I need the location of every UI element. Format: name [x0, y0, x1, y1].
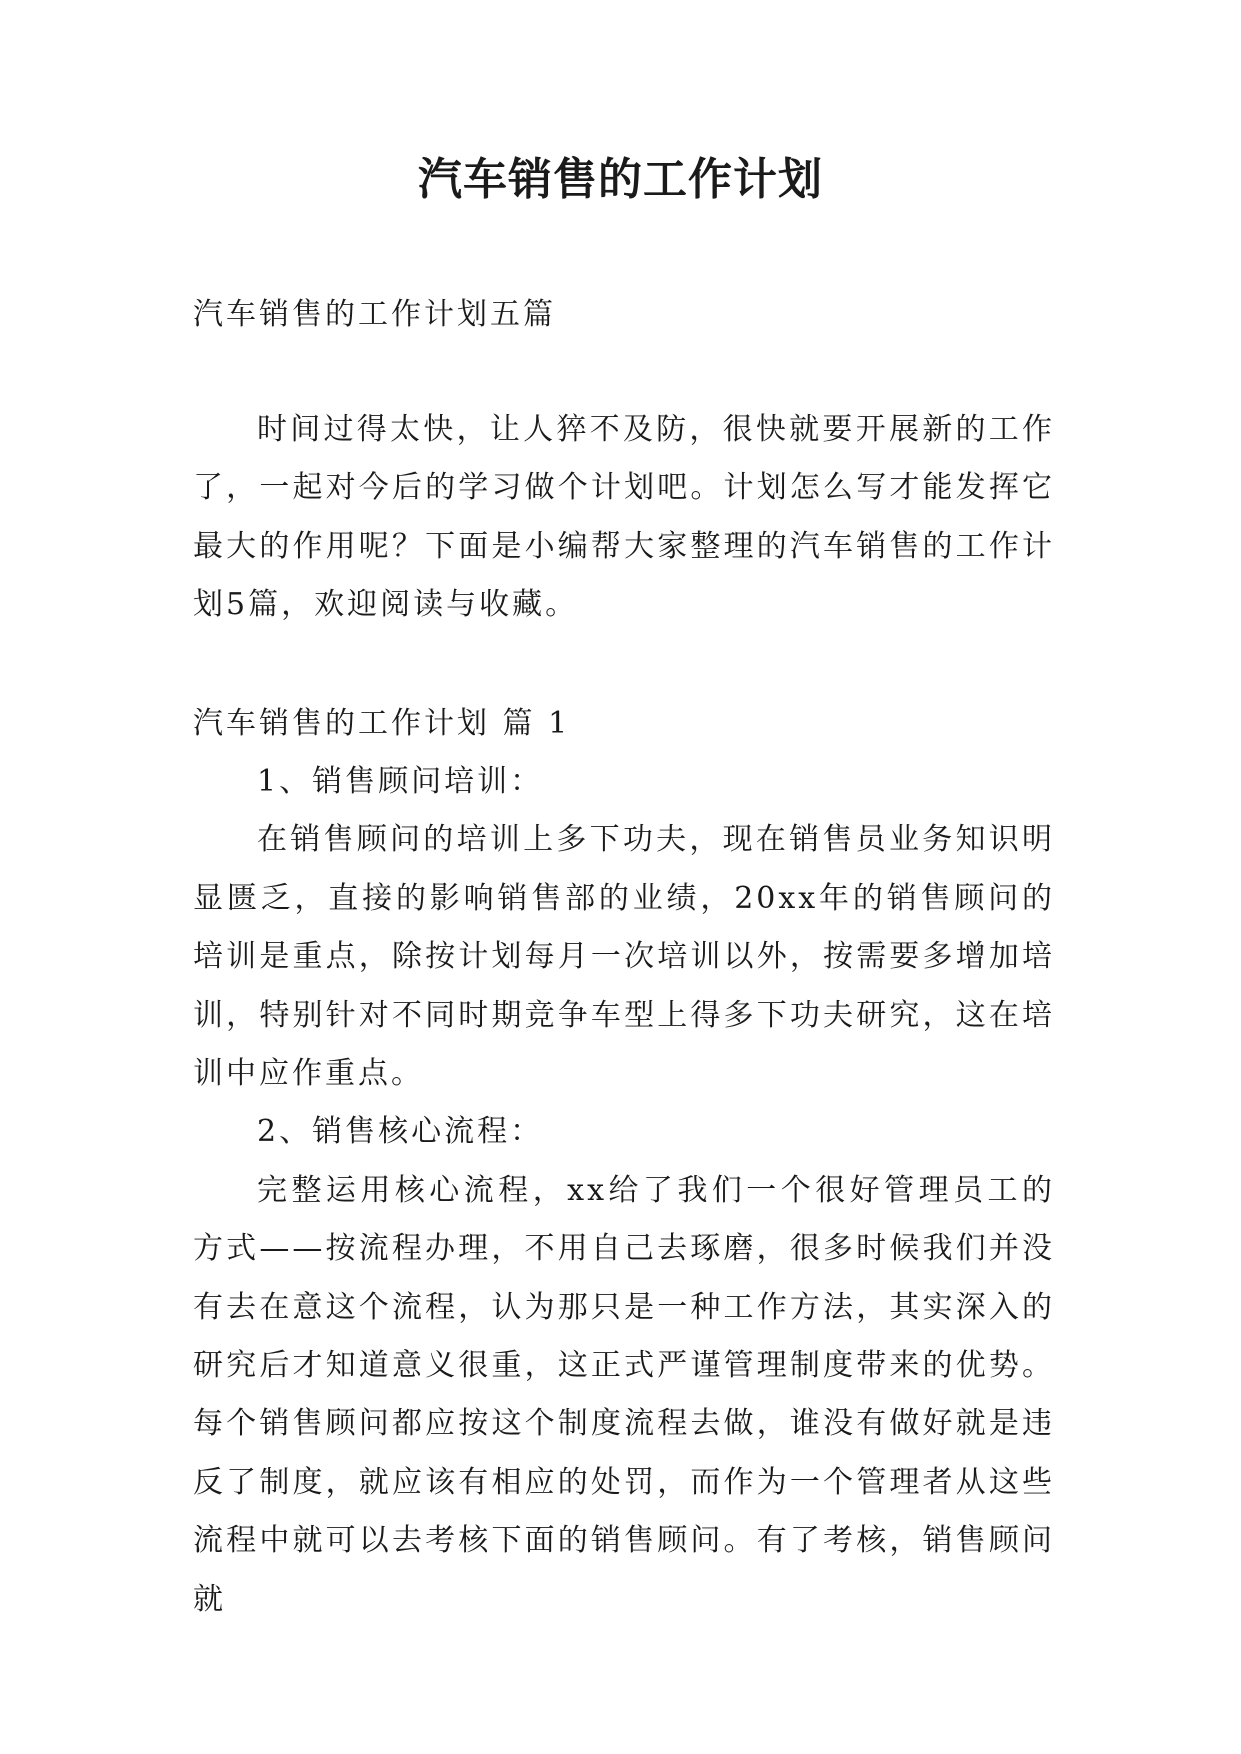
item-2-heading: 2、销售核心流程： — [257, 1114, 544, 1150]
section-1-heading: 汽车销售的工作计划 篇 1 — [193, 706, 571, 741]
item-1-paragraph: 在销售顾问的培训上多下功夫，现在销售员业务知识明显匮乏，直接的影响销售部的业绩，20xx年的销售顾问的培训是重点，除按计划每月一次培训以外，按需要多增加培训，特别针对不同时期竞争车型上得多下功夫研究，这在培训中应作重点。 — [193, 822, 1055, 1092]
document-title: 汽车销售的工作计划 — [418, 154, 823, 205]
item-2-paragraph: 完整运用核心流程，xx给了我们一个很好管理员工的方式——按流程办理，不用自己去琢磨，很多时候我们并没有去在意这个流程，认为那只是一种工作方法，其实深入的研究后才知道意义很重，这正式严谨管理制度带来的优势。每个销售顾问都应按这个制度流程去做，谁没有做好就是违反了制度，就应该有相应的处罚，而作为一个管理者从这些流程中就可以去考核下面的销售顾问。有了考核，销售顾问就 — [193, 1172, 1055, 1617]
intro-paragraph: 时间过得太快，让人猝不及防，很快就要开展新的工作了，一起对今后的学习做个计划吧。计划怎么写才能发挥它最大的作用呢？下面是小编帮大家整理的汽车销售的工作计划5篇，欢迎阅读与收藏。 — [193, 412, 1055, 623]
section-1-body — [193, 753, 1055, 1629]
document-subtitle: 汽车销售的工作计划五篇 — [193, 297, 556, 332]
item-1-heading: 1、销售顾问培训： — [257, 764, 544, 799]
